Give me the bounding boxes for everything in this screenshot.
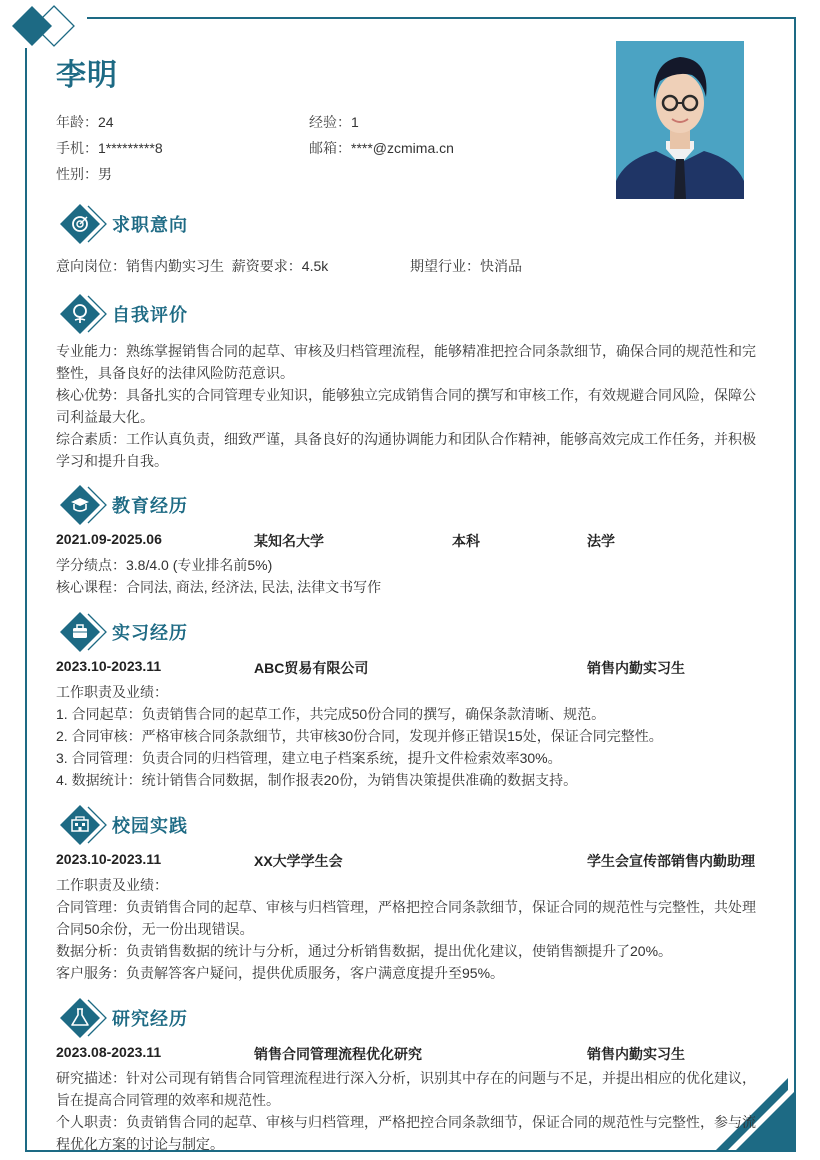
- email-label: 邮箱：: [309, 140, 351, 156]
- section-title-internship: 实习经历: [112, 623, 188, 643]
- section-header-internship: [58, 610, 188, 654]
- section-title-intent: 求职意向: [112, 215, 188, 235]
- experience-value: 1: [351, 114, 359, 130]
- campus-period: 2023.10-2023.11: [56, 851, 162, 867]
- building-icon: [58, 803, 110, 847]
- gender-value: 男: [98, 166, 112, 182]
- gender-field: [56, 164, 112, 184]
- self-eval-paragraph: 核心优势：具备扎实的合同管理专业知识，能够独立完成销售合同的撰写和审核工作，有效规避合同风险，保障公司利益最大化。: [56, 387, 756, 425]
- internship-line: 4. 数据统计：统计销售合同数据，制作报表20份，为销售决策提供准确的数据支持。: [56, 772, 578, 788]
- section-title-self-eval: 自我评价: [112, 305, 188, 325]
- award-icon: [58, 292, 110, 336]
- research-period: 2023.08-2023.11: [56, 1044, 162, 1060]
- education-row: [56, 531, 768, 553]
- education-period: 2021.09-2025.06: [56, 531, 162, 547]
- section-header-campus: [58, 803, 188, 847]
- section-header-intent: [58, 202, 188, 246]
- corner-diamond-decoration: [8, 2, 78, 48]
- frame-right-line: [794, 17, 796, 1152]
- research-project: 销售合同管理流程优化研究: [254, 1046, 422, 1062]
- email-value: ****@zcmima.cn: [351, 140, 454, 156]
- internship-line: 3. 合同管理：负责合同的归档管理，建立电子档案系统，提升文件检索效率30%。: [56, 750, 562, 766]
- section-header-self-eval: [58, 292, 188, 336]
- campus-row: [56, 851, 768, 873]
- frame-left-line: [25, 48, 27, 1152]
- campus-org: XX大学学生会: [254, 853, 343, 869]
- education-courses: 核心课程：合同法, 商法, 经济法, 民法, 法律文书写作: [56, 579, 382, 595]
- profile-photo: [616, 41, 744, 199]
- campus-line: 客户服务：负责解答客户疑问，提供优质服务，客户满意度提升至95%。: [56, 965, 505, 981]
- age-label: 年龄：: [56, 114, 98, 130]
- phone-label: 手机：: [56, 140, 98, 156]
- section-header-research: [58, 996, 188, 1040]
- gender-label: 性别：: [56, 166, 98, 182]
- education-school: 某知名大学: [254, 533, 324, 549]
- campus-line: 合同管理：负责销售合同的起草、审核与归档管理，严格把控合同条款细节，保证合同的规范性与完整性，共处理合同50余份，无一份出现错误。: [56, 899, 756, 937]
- intent-industry: 期望行业：快消品: [410, 258, 522, 274]
- research-line: 研究描述：针对公司现有销售合同管理流程进行深入分析，识别其中存在的问题与不足，并提出相应的优化建议，旨在提高合同管理的效率和规范性。: [56, 1070, 756, 1108]
- section-header-education: [58, 483, 188, 527]
- age-field: [56, 112, 114, 132]
- section-title-research: 研究经历: [112, 1009, 188, 1029]
- intent-text: [56, 255, 768, 277]
- frame-top-line: [87, 17, 795, 19]
- internship-line: 2. 合同审核：严格审核合同条款细节，共审核30份合同，发现并修正错误15处，保证合同完整性。: [56, 728, 663, 744]
- research-role: 销售内勤实习生: [587, 1046, 685, 1062]
- education-degree: 本科: [452, 533, 480, 549]
- internship-line: 1. 合同起草：负责销售合同的起草工作，共完成50份合同的撰写，确保条款清晰、规范。: [56, 706, 606, 722]
- section-title-education: 教育经历: [112, 496, 188, 516]
- campus-line: 工作职责及业绩：: [56, 877, 168, 893]
- campus-role: 学生会宣传部销售内勤助理: [587, 853, 755, 869]
- section-title-campus: 校园实践: [112, 816, 188, 836]
- education-gpa: 学分绩点：3.8/4.0 (专业排名前5%): [56, 557, 273, 573]
- experience-label: 经验：: [309, 114, 351, 130]
- person-portrait-icon: [616, 41, 744, 199]
- target-icon: [58, 202, 110, 246]
- age-value: 24: [98, 114, 114, 130]
- internship-period: 2023.10-2023.11: [56, 658, 162, 674]
- self-eval-paragraph: 专业能力：熟练掌握销售合同的起草、审核及归档管理流程，能够精准把控合同条款细节，确保合同的规范性和完整性，具备良好的法律风险防范意识。: [56, 343, 756, 381]
- internship-line: 工作职责及业绩：: [56, 684, 168, 700]
- intent-position-salary: 意向岗位：销售内勤实习生 薪资要求：4.5k: [56, 258, 329, 274]
- flask-icon: [58, 996, 110, 1040]
- internship-role: 销售内勤实习生: [587, 660, 685, 676]
- briefcase-icon: [58, 610, 110, 654]
- email-field: [309, 138, 454, 158]
- candidate-name: 李明: [56, 59, 118, 92]
- education-major: 法学: [587, 533, 615, 549]
- internship-row: [56, 658, 768, 680]
- self-eval-paragraph: 综合素质：工作认真负责，细致严谨，具备良好的沟通协调能力和团队合作精神，能够高效完成工作任务，并积极学习和提升自我。: [56, 431, 756, 469]
- research-row: [56, 1044, 768, 1066]
- campus-line: 数据分析：负责销售数据的统计与分析，通过分析销售数据，提出优化建议，使销售额提升了20%。: [56, 943, 673, 959]
- phone-field: [56, 138, 163, 158]
- internship-company: ABC贸易有限公司: [254, 660, 369, 676]
- phone-value: 1*********8: [98, 140, 163, 156]
- research-line: 个人职责：负责销售合同的起草、审核与归档管理，严格把控合同条款细节，保证合同的规范性与完整性，参与流程优化方案的讨论与制定。: [56, 1114, 756, 1152]
- graduation-cap-icon: [58, 483, 110, 527]
- experience-field: [309, 112, 359, 132]
